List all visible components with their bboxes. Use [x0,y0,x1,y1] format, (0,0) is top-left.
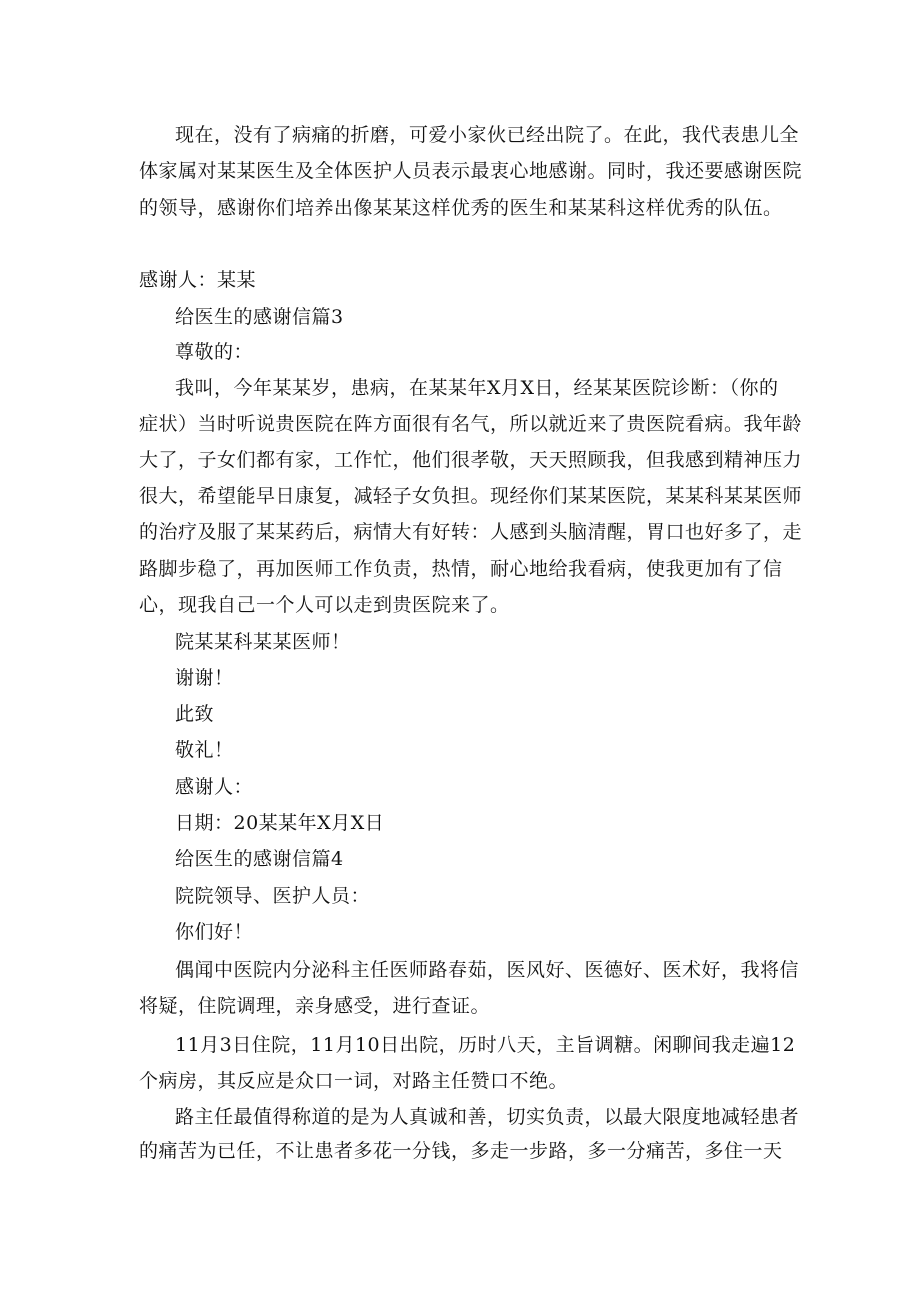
letter3-thanks: 谢谢！ [175,667,234,689]
letter3-closing-2: 敬礼！ [175,739,234,761]
signoff: 感谢人：某某 [139,269,257,291]
letter3-body-line: 我叫，今年某某岁，患病，在某某年X月X日，经某某医院诊断：（你的 [175,377,779,399]
intro-line-3: 的领导，感谢你们培养出像某某这样优秀的医生和某某科这样优秀的队伍。 [139,197,783,219]
letter3-body-line: 症状）当时听说贵医院在阵方面很有名气，所以就近来了贵医院看病。我年龄 [139,413,803,435]
letter3-body-line: 大了，子女们都有家，工作忙，他们很孝敬，天天照顾我，但我感到精神压力 [139,449,803,471]
letter3-title: 给医生的感谢信篇3 [175,306,344,328]
letter3-sender: 感谢人： [175,776,254,798]
letter4-para3-line: 的痛苦为已任，不让患者多花一分钱，多走一步路，多一分痛苦，多住一天 [139,1140,783,1162]
letter3-body-line: 很大，希望能早日康复，减轻子女负担。现经你们某某医院，某某科某某医师 [139,485,803,507]
letter3-address: 院某某科某某医师！ [175,631,351,653]
letter4-para3-line: 路主任最值得称道的是为人真诚和善，切实负责，以最大限度地减轻患者 [175,1106,800,1128]
letter4-hello: 你们好！ [175,921,254,943]
letter3-closing-1: 此致 [175,703,215,725]
letter4-para1-line: 将疑，住院调理，亲身感受，进行查证。 [139,995,491,1017]
letter3-date: 日期：20某某年X月X日 [175,812,385,834]
letter4-title: 给医生的感谢信篇4 [175,848,344,870]
letter3-body-line: 路脚步稳了，再加医师工作负责，热情，耐心地给我看病，使我更加有了信 [139,558,783,580]
letter4-para2-line: 个病房，其反应是众口一词，对路主任赞口不绝。 [139,1070,569,1092]
intro-line-2: 体家属对某某医生及全体医护人员表示最衷心地感谢。同时，我还要感谢医院 [139,160,803,182]
letter3-body-line: 心，现我自己一个人可以走到贵医院来了。 [139,594,510,616]
letter3-body-line: 的治疗及服了某某药后，病情大有好转：人感到头脑清醒，胃口也好多了，走 [139,521,803,543]
intro-line-1: 现在，没有了病痛的折磨，可爱小家伙已经出院了。在此，我代表患儿全 [175,124,800,146]
letter4-para2-line: 11月3日住院，11月10日出院，历时八天，主旨调糖。闲聊间我走遍12 [175,1034,796,1056]
letter3-greeting: 尊敬的： [175,341,254,363]
letter4-para1-line: 偶闻中医院内分泌科主任医师路春茹，医风好、医德好、医术好，我将信 [175,959,800,981]
letter4-greeting: 院院领导、医护人员： [175,885,371,907]
